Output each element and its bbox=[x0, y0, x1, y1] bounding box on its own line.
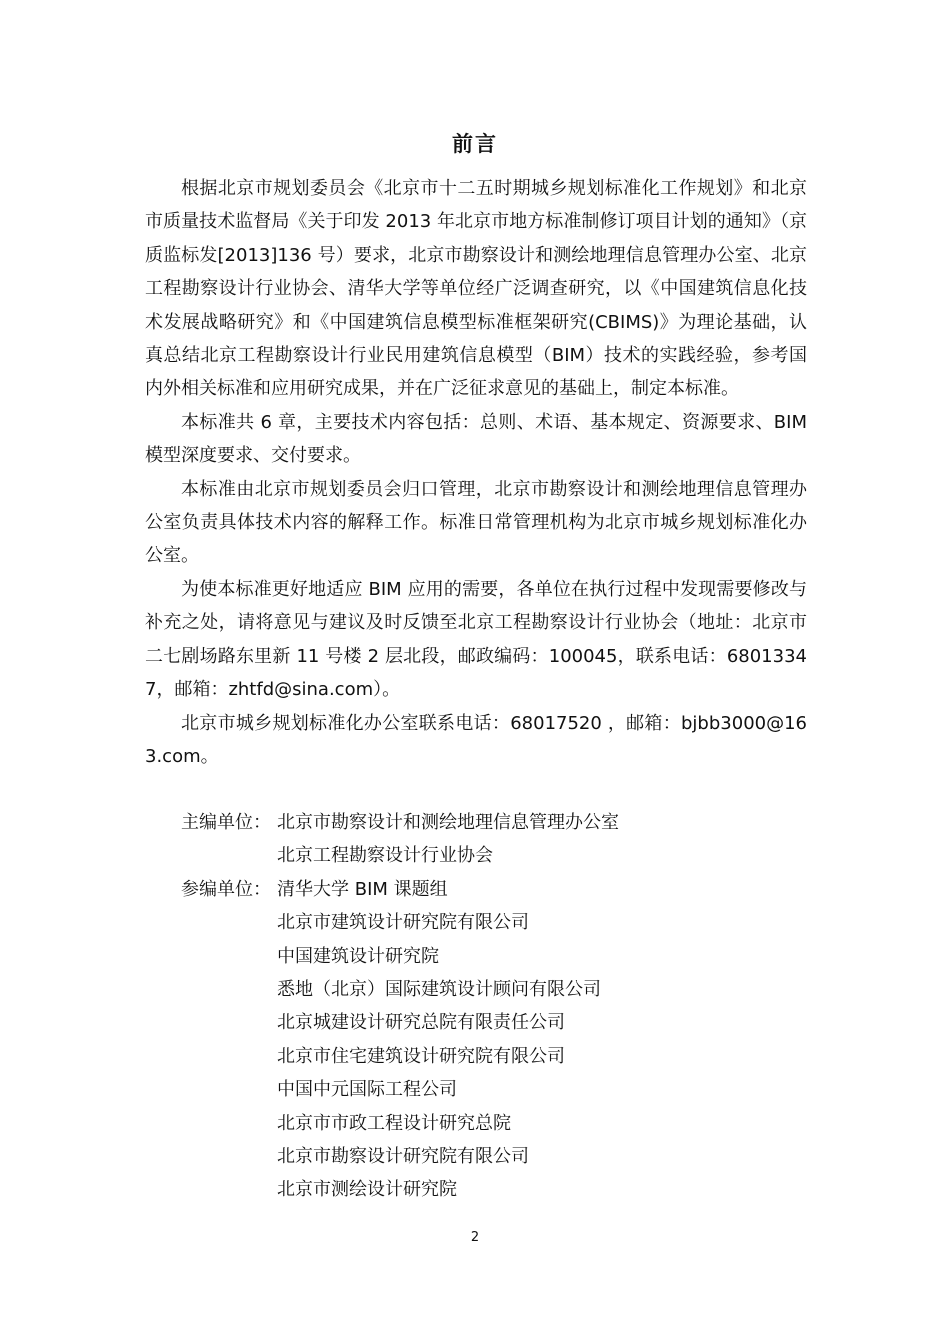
preface-body bbox=[145, 172, 807, 773]
participating-unit-row bbox=[145, 1006, 807, 1039]
participating-unit-name: 中国中元国际工程公司 bbox=[277, 1079, 457, 1101]
page-title: 前言 bbox=[452, 132, 498, 156]
participating-unit-row bbox=[145, 973, 807, 1006]
participating-unit-row bbox=[145, 906, 807, 939]
participating-unit-name: 北京市测绘设计研究院 bbox=[277, 1179, 457, 1201]
participating-units-label: 参编单位： bbox=[181, 878, 271, 900]
participating-unit-row bbox=[145, 940, 807, 973]
paragraph-contents: 本标准共 6 章，主要技术内容包括：总则、术语、基本规定、资源要求、BIM 模型深度要求、交付要求。 bbox=[145, 411, 807, 467]
participating-unit-name: 北京市住宅建筑设计研究院有限公司 bbox=[277, 1045, 565, 1067]
participating-unit-row bbox=[145, 1040, 807, 1073]
participating-unit-row bbox=[145, 873, 807, 906]
paragraph-contact: 北京市城乡规划标准化办公室联系电话：68017520 ，邮箱：bjbb3000@163.com。 bbox=[145, 712, 807, 767]
paragraph-management: 本标准由北京市规划委员会归口管理，北京市勘察设计和测绘地理信息管理办公室负责具体技术内容的解释工作。标准日常管理机构为北京市城乡规划标准化办公室。 bbox=[145, 478, 807, 567]
chief-units-label: 主编单位： bbox=[181, 812, 271, 833]
participating-unit-name: 北京市勘察设计研究院有限公司 bbox=[277, 1145, 529, 1167]
paragraph-feedback: 为使本标准更好地适应 BIM 应用的需要，各单位在执行过程中发现需要修改与补充之处，请将意见与建议及时反馈至北京工程勘察设计行业协会（地址：北京市二七剧场路东里新 11 号楼 2 层北段，邮政编码：100045，联系电话：68013347，邮箱：zhtfd@sina.com）。 bbox=[145, 578, 807, 701]
chief-unit-row bbox=[145, 839, 807, 872]
participating-unit-name: 悉地（北京）国际建筑设计顾问有限公司 bbox=[277, 978, 601, 1000]
participating-unit-name: 中国建筑设计研究院 bbox=[277, 945, 439, 967]
chief-unit-row bbox=[145, 806, 807, 839]
participating-unit-row bbox=[145, 1073, 807, 1106]
participating-unit-name: 北京城建设计研究总院有限责任公司 bbox=[277, 1012, 565, 1034]
page-number: 2 bbox=[470, 1230, 480, 1245]
participating-unit-name: 北京市市政工程设计研究总院 bbox=[277, 1112, 511, 1134]
participating-unit-row bbox=[145, 1173, 807, 1206]
paragraph-background: 根据北京市规划委员会《北京市十二五时期城乡规划标准化工作规划》和北京市质量技术监督局《关于印发 2013 年北京市地方标准制修订项目计划的通知》（京质监标发[2013]136 号）要求，北京市勘察设计和测绘地理信息管理办公室、北京工程勘察设计行业协会、清华大学等单位经广泛调查研究，以《中国建筑信息化技术发展战略研究》和《中国建筑信息模型标准框架研究(CBIMS)》为理论基础，认真总结北京工程勘察设计行业民用建筑信息模型（BIM）技术的实践经验，参考国内外相关标准和应用研究成果，并在广泛征求意见的基础上，制定本标准。 bbox=[145, 178, 807, 400]
participating-unit-name: 清华大学 BIM 课题组 bbox=[277, 878, 448, 900]
editorial-units bbox=[145, 806, 807, 1207]
chief-unit-name: 北京市勘察设计和测绘地理信息管理办公室 bbox=[277, 812, 619, 833]
participating-unit-row bbox=[145, 1140, 807, 1173]
participating-unit-row bbox=[145, 1107, 807, 1140]
chief-unit-name: 北京工程勘察设计行业协会 bbox=[277, 845, 493, 867]
participating-unit-name: 北京市建筑设计研究院有限公司 bbox=[277, 912, 529, 934]
